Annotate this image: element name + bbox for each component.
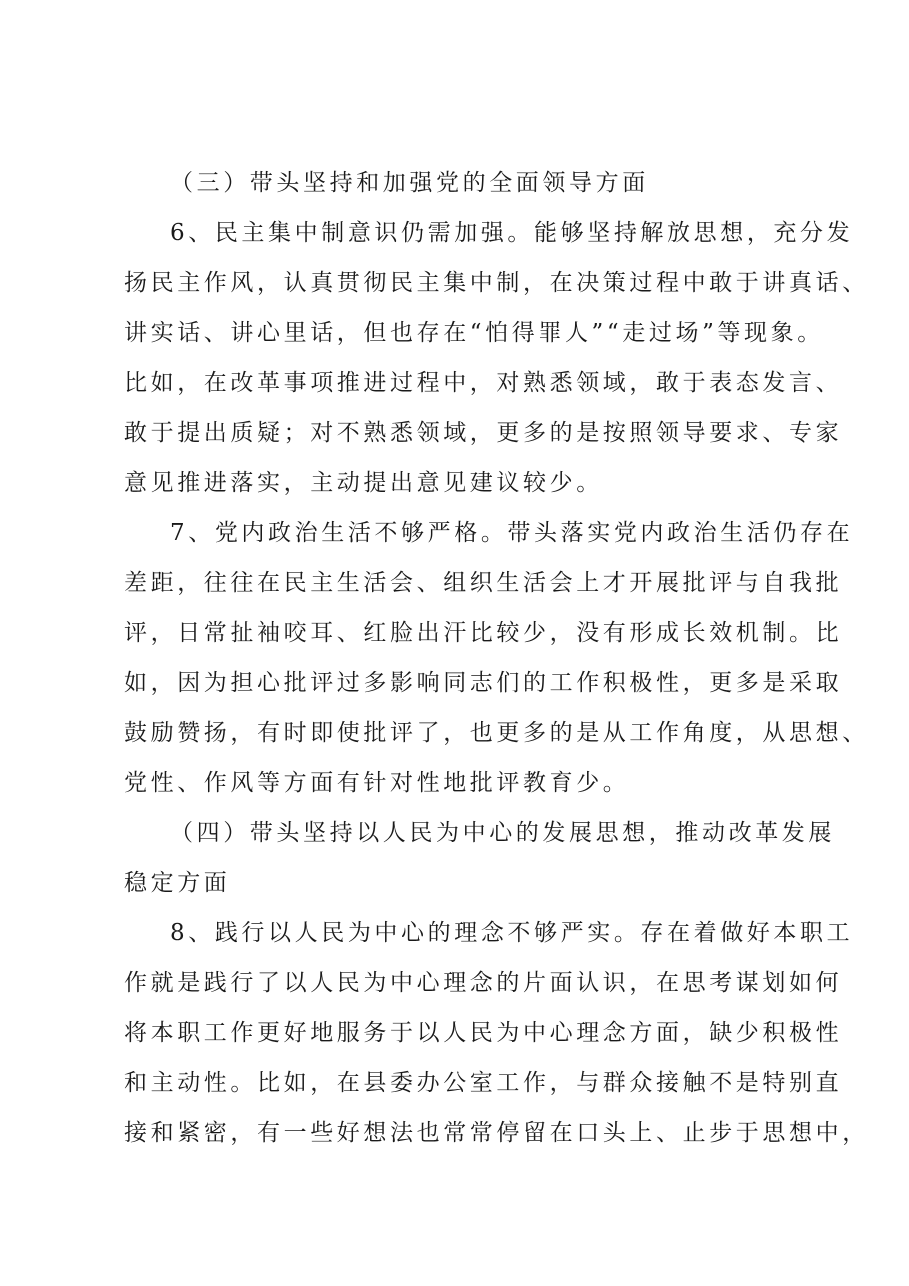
section-heading-4-line-1: （四）带头坚持以人民为中心的发展思想，推动改革发展 (170, 820, 835, 846)
paragraph-7-line-4: 如，因为担心批评过多影响同志们的工作积极性，更多是采取 (124, 670, 843, 696)
paragraph-7-line-3: 评，日常扯袖咬耳、红脸出汗比较少，没有形成长效机制。比 (124, 620, 843, 646)
paragraph-6-line-2: 扬民主作风，认真贯彻民主集中制，在决策过程中敢于讲真话、 (124, 270, 869, 296)
paragraph-6-line-6: 意见推进落实，主动提出意见建议较少。 (124, 470, 603, 496)
paragraph-7-line-1: 7、党内政治生活不够严格。带头落实党内政治生活仍存在 (170, 520, 854, 546)
paragraph-6-line-1: 6、民主集中制意识仍需加强。能够坚持解放思想，充分发 (170, 220, 854, 246)
section-heading-3: （三）带头坚持和加强党的全面领导方面 (170, 170, 649, 196)
paragraph-8-line-1: 8、践行以人民为中心的理念不够严实。存在着做好本职工 (170, 920, 854, 946)
paragraph-8-line-2: 作就是践行了以人民为中心理念的片面认识，在思考谋划如何 (124, 970, 843, 996)
paragraph-8-line-3: 将本职工作更好地服务于以人民为中心理念方面，缺少积极性 (124, 1020, 843, 1046)
paragraph-6-line-3: 讲实话、讲心里话，但也存在“怕得罪人”“走过场”等现象。 (124, 320, 824, 346)
paragraph-7-line-6: 党性、作风等方面有针对性地批评教育少。 (124, 770, 630, 796)
paragraph-7-line-5: 鼓励赞扬，有时即使批评了，也更多的是从工作角度，从思想、 (124, 720, 869, 746)
paragraph-6-line-5: 敢于提出质疑；对不熟悉领域，更多的是按照领导要求、专家 (124, 420, 843, 446)
paragraph-8-line-5: 接和紧密，有一些好想法也常常停留在口头上、止步于思想中， (124, 1120, 869, 1146)
paragraph-8-line-4: 和主动性。比如，在县委办公室工作，与群众接触不是特别直 (124, 1070, 843, 1096)
section-heading-4-line-2: 稳定方面 (124, 870, 231, 896)
paragraph-6-line-4: 比如，在改革事项推进过程中，对熟悉领域，敢于表态发言、 (124, 370, 843, 396)
paragraph-7-line-2: 差距，往往在民主生活会、组织生活会上才开展批评与自我批 (124, 570, 843, 596)
